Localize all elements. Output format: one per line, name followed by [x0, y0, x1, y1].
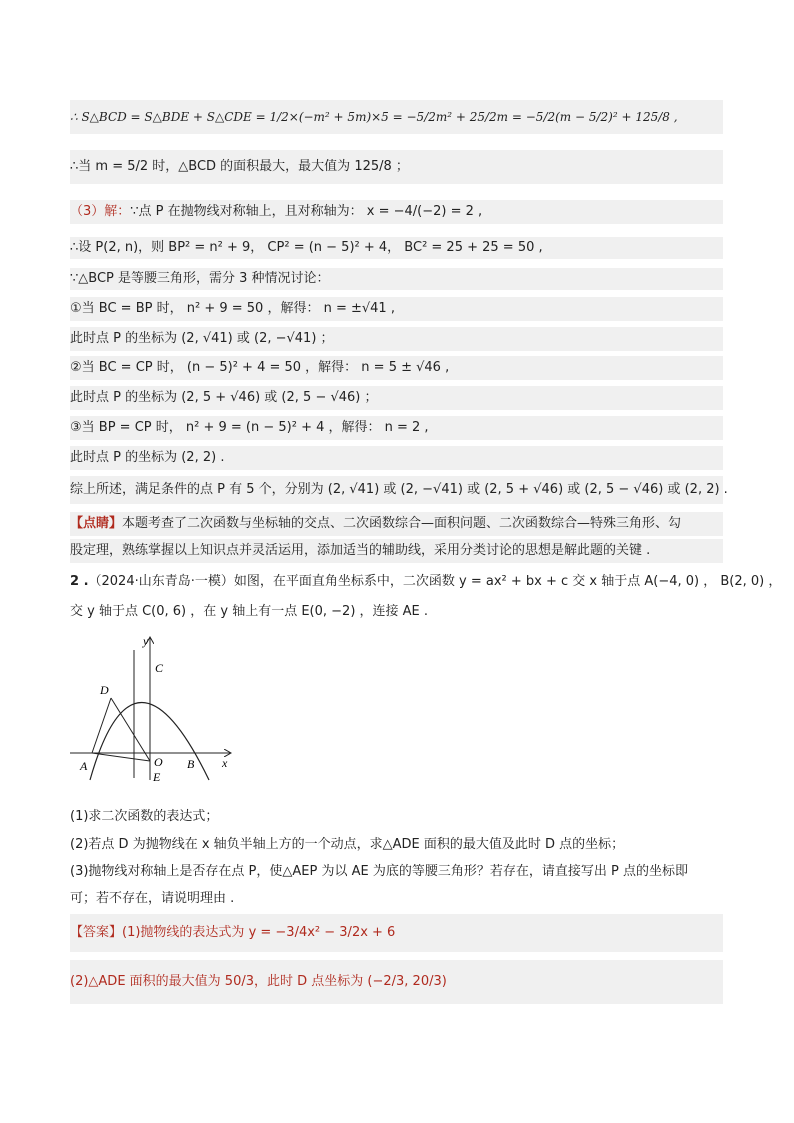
parabola-figure [70, 630, 245, 785]
segment-de [111, 698, 150, 761]
solution-line-case3-coords: 此时点 P 的坐标为 (2, 2) . [70, 446, 723, 470]
solution-line-area-max: ∴当 m = 5/2 时，△BCD 的面积最大，最大值为 125/8 ； [70, 150, 723, 184]
solution-line-area-expression: ∴ S△BCD = S△BDE + S△CDE = 1/2×(−m² + 5m)×5 = −5/2m² + 25/2m = −5/2(m − 5/2)² + 125/8 , [70, 100, 723, 134]
solution-line-case3: ③当 BP = CP 时， n² + 9 = (n − 5)² + 4 ，解得： n = 2 , [70, 416, 723, 440]
sub-question-1: (1)求二次函数的表达式； [70, 809, 219, 824]
comment-label: 【点睛】 [70, 516, 123, 531]
question-number: 2 . [70, 574, 89, 589]
label-y: y [143, 634, 149, 648]
label-o: O [154, 755, 163, 769]
solution-line-case2-coords: 此时点 P 的坐标为 (2, 5 + √46) 或 (2, 5 − √46) ； [70, 386, 723, 410]
answer-line-2: (2)△ADE 面积的最大值为 50/3，此时 D 点坐标为 (−2/3, 20/3) [70, 960, 723, 1004]
label-c: C [155, 661, 164, 675]
sub-question-3-line-1: (3)抛物线对称轴上是否存在点 P，使△AEP 为以 AE 为底的等腰三角形？若存在，请直接写出 P 点的坐标即 [70, 864, 688, 879]
label-e: E [153, 770, 161, 784]
answer-line-1: 【答案】 (1)抛物线的表达式为 y = −3/4x² − 3/2x + 6 [70, 914, 723, 952]
sub-question-3-line-2: 可；若不存在，请说明理由 . [70, 891, 235, 906]
solution-line-case2: ②当 BC = CP 时， (n − 5)² + 4 = 50 ，解得： n = 5 ± √46 , [70, 356, 723, 380]
label-a: A [80, 759, 88, 773]
solution-line-summary: 综上所述，满足条件的点 P 有 5 个，分别为 (2, √41) 或 (2, −√41) 或 (2, 5 + √46) 或 (2, 5 − √46) 或 (2, 2) . [70, 476, 723, 504]
solution-line-part3-axis: （3）解： ∵点 P 在抛物线对称轴上，且对称轴为： x = −4/(−2) = 2 , [70, 200, 723, 224]
label-d: D [100, 683, 109, 697]
answer-label: 【答案】 [70, 925, 123, 940]
solution-line-case1: ①当 BC = BP 时， n² + 9 = 50 ，解得： n = ±√41 , [70, 297, 723, 321]
sub-question-2: (2)若点 D 为抛物线在 x 轴负半轴上方的一个动点，求△ADE 面积的最大值及此时 D 点的坐标； [70, 837, 625, 852]
solution-line-case1-coords: 此时点 P 的坐标为 (2, √41) 或 (2, −√41) ； [70, 327, 723, 351]
question-2-line-2: 交 y 轴于点 C(0, 6) ，在 y 轴上有一点 E(0, −2) ，连接 AE . [70, 604, 429, 619]
label-x: x [222, 756, 228, 770]
segment-ae [92, 753, 150, 761]
part3-label: （3）解： [70, 204, 131, 219]
question-source: （2024·山东青岛·一模） [88, 574, 234, 589]
question-2-line-1: 2 . （2024·山东青岛·一模） 如图，在平面直角坐标系中，二次函数 y = ax² + bx + c 交 x 轴于点 A(−4, 0) ， B(2, 0) ， [70, 574, 782, 589]
comment-line-2: 股定理，熟练掌握以上知识点并灵活运用，添加适当的辅助线，采用分类讨论的思想是解此题的关键 . [70, 539, 723, 563]
comment-line-1: 【点睛】 本题考查了二次函数与坐标轴的交点、二次函数综合—面积问题、二次函数综合—特殊三角形、勾 [70, 512, 723, 536]
label-b: B [187, 757, 195, 771]
solution-line-set-p: ∴设 P(2, n)，则 BP² = n² + 9， CP² = (n − 5)² + 4， BC² = 25 + 25 = 50 , [70, 237, 723, 259]
solution-line-isosceles: ∵△BCP 是等腰三角形，需分 3 种情况讨论： [70, 268, 723, 290]
